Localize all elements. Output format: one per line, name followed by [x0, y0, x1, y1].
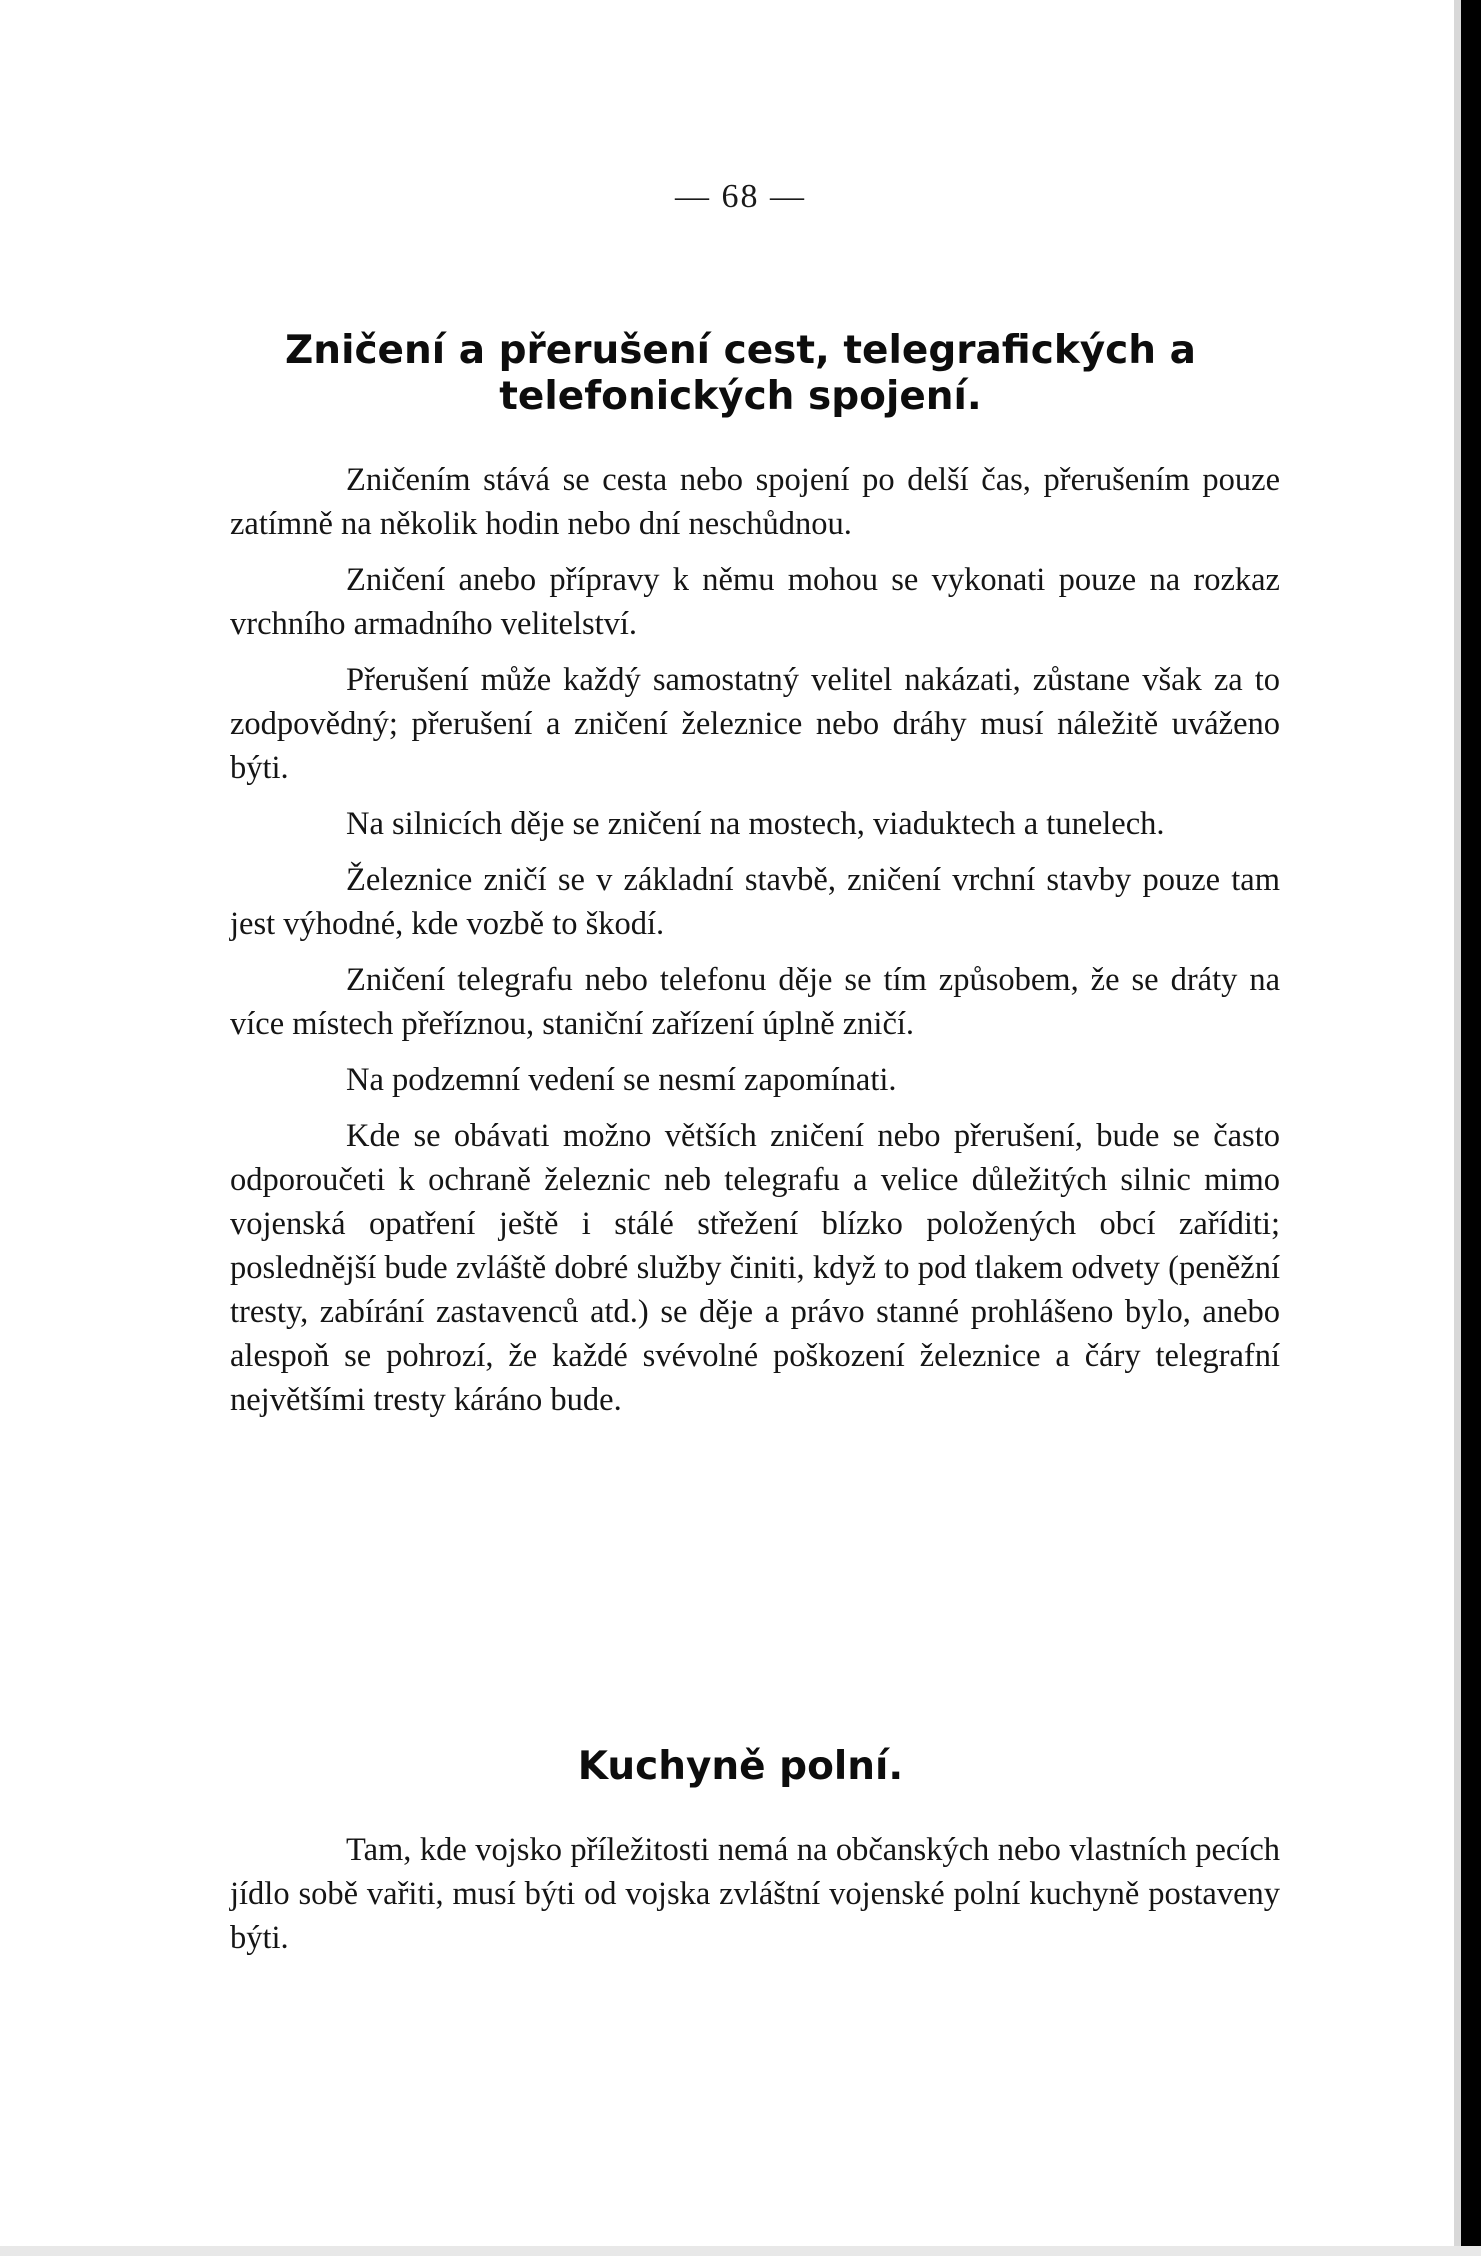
paragraph-2: Zničení anebo přípravy k němu mohou se vykonati pouze na rozkaz vrchního armadního velitelství. — [230, 562, 1280, 642]
paragraph-1: Zničením stává se cesta nebo spojení po delší čas, přerušením pouze zatímně na několik hodin nebo dní neschůdnou. — [230, 462, 1280, 542]
section-heading-destruction: Zničení a přerušení cest, telegrafických a telefonických spojení. — [285, 328, 1196, 419]
paragraph-7: Na podzemní vedení se nesmí zapomínati. — [346, 1062, 897, 1098]
paragraph-5: Železnice zničí se v základní stavbě, zničení vrchní stavby pouze tam jest výhodné, kde vozbě to škodí. — [230, 862, 1280, 942]
section-body-destruction — [230, 458, 1280, 1434]
page-edge-binding — [1461, 0, 1481, 2256]
paragraph-kitchen-1: Tam, kde vojsko příležitosti nemá na občanských nebo vlastních pecích jídlo sobě vařiti, musí býti od vojska zvláštní vojenské polní kuchyně postaveny býti. — [230, 1832, 1280, 1956]
paragraph-4: Na silnicích děje se zničení na mostech, viaduktech a tunelech. — [346, 806, 1165, 842]
paragraph-8: Kde se obávati možno větších zničení nebo přerušení, bude se často odporoučeti k ochraně železnic neb telegrafu a velice důležitých silnic mimo vojenská opatření ještě i stálé střežení blízko položených obcí zaříditi; poslednější bude zvláště dobré služby činiti, když to pod tlakem odvety (peněžní tresty, zabírání zastavenců atd.) se děje a právo stanné prohlášeno bylo, anebo alespoň se pohrozí, že každé svévolné poškození železnice a čáry telegrafní největšími tresty káráno bude. — [230, 1118, 1280, 1418]
page-edge-bottom — [0, 2246, 1481, 2256]
page-number: — 68 — — [675, 178, 806, 215]
paragraph-6: Zničení telegrafu nebo telefonu děje se tím způsobem, že se dráty na více místech přeříznou, staniční zařízení úplně zničí. — [230, 962, 1280, 1042]
paragraph-3: Přerušení může každý samostatný velitel nakázati, zůstane však za to zodpovědný; přerušení a zničení železnice nebo dráhy musí náležitě uváženo býti. — [230, 662, 1280, 786]
section-body-field-kitchen — [230, 1828, 1280, 1972]
section-heading-field-kitchen: Kuchyně polní. — [577, 1744, 904, 1789]
page-edge-shadow — [1454, 0, 1461, 2256]
